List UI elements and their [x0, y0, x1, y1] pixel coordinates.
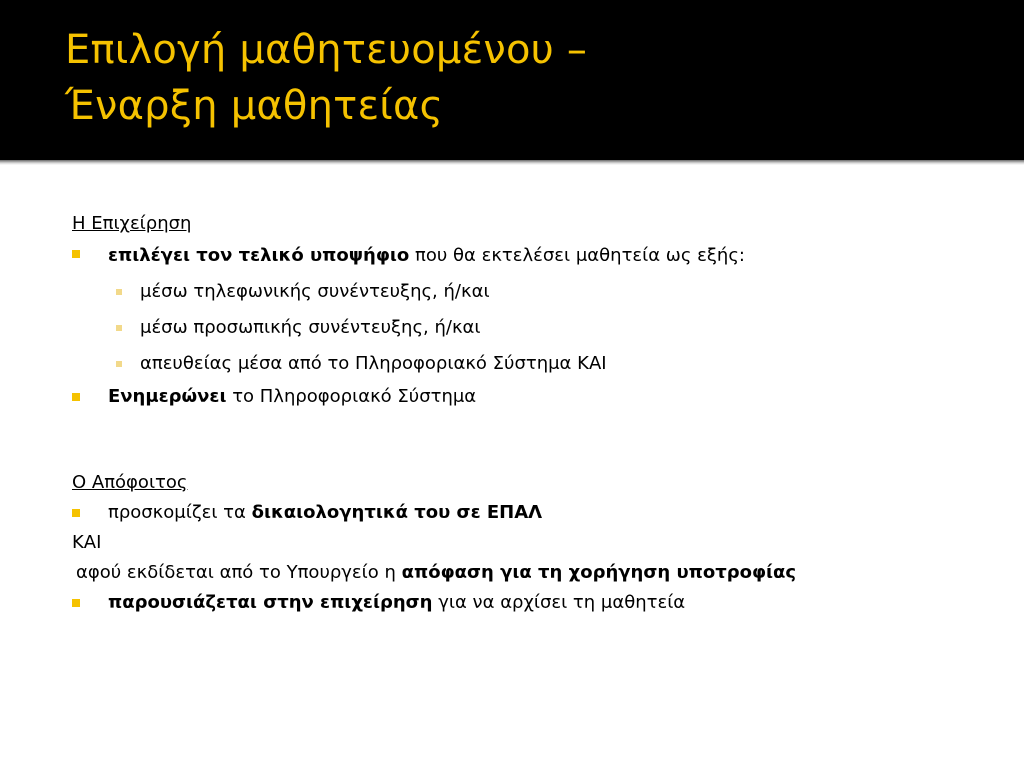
plain-text: για να αρχίσει τη μαθητεία	[432, 592, 686, 613]
kai-line	[72, 528, 972, 558]
bullet-text	[108, 382, 476, 412]
section-heading-graduate	[72, 468, 972, 498]
title-divider	[0, 160, 1024, 165]
plain-text: που θα εκτελέσει μαθητεία ως εξής:	[409, 245, 745, 266]
sub-bullet-text: μέσω προσωπικής συνέντευξης, ή/και	[140, 317, 481, 338]
sub-bullet-phone-interview	[72, 274, 972, 310]
plain-text: το Πληροφοριακό Σύστημα	[226, 386, 477, 407]
square-bullet-icon	[72, 250, 80, 258]
bullet-text	[108, 238, 745, 274]
sub-bullet-personal-interview	[72, 310, 972, 346]
bold-text: παρουσιάζεται στην επιχείρηση	[108, 592, 433, 613]
small-square-bullet-icon	[116, 361, 122, 367]
heading-text: Ο Απόφοιτος	[72, 472, 188, 493]
bold-text: Ενημερώνει	[108, 386, 227, 407]
section-spacer	[72, 412, 972, 468]
square-bullet-icon	[72, 393, 80, 401]
slide-body	[72, 210, 972, 618]
square-bullet-icon	[72, 599, 80, 607]
bullet-presents-to-business	[72, 588, 972, 618]
bold-text: δικαιολογητικά του σε ΕΠΑΛ	[251, 502, 543, 523]
plain-text: προσκομίζει τα	[108, 502, 252, 523]
bullet-updates-system	[72, 382, 972, 412]
bullet-selects-candidate	[72, 238, 972, 274]
sub-bullet-text: μέσω τηλεφωνικής συνέντευξης, ή/και	[140, 281, 490, 302]
ministry-decision-line	[72, 558, 972, 588]
kai-text: ΚΑΙ	[72, 532, 102, 553]
bullet-text	[108, 588, 685, 618]
sub-bullet-text: απευθείας μέσα από το Πληροφοριακό Σύστημα ΚΑΙ	[140, 353, 607, 374]
small-square-bullet-icon	[116, 289, 122, 295]
heading-text: Η Επιχείρηση	[72, 213, 192, 234]
section-heading-business	[72, 210, 972, 238]
bullet-brings-documents	[72, 498, 972, 528]
bold-text: απόφαση για τη χορήγηση υποτροφίας	[401, 562, 797, 583]
bullet-text	[108, 498, 542, 528]
sub-bullet-information-system	[72, 346, 972, 382]
slide-title	[65, 22, 1005, 134]
small-square-bullet-icon	[116, 325, 122, 331]
bold-text: επιλέγει τον τελικό υποψήφιο	[108, 245, 410, 266]
square-bullet-icon	[72, 509, 80, 517]
line-text	[76, 558, 796, 588]
slide-title-line-2: Έναρξη μαθητείας	[65, 83, 444, 129]
slide-title-line-1: Επιλογή μαθητευομένου –	[65, 27, 588, 73]
plain-text: αφού εκδίδεται από το Υπουργείο η	[76, 562, 402, 583]
